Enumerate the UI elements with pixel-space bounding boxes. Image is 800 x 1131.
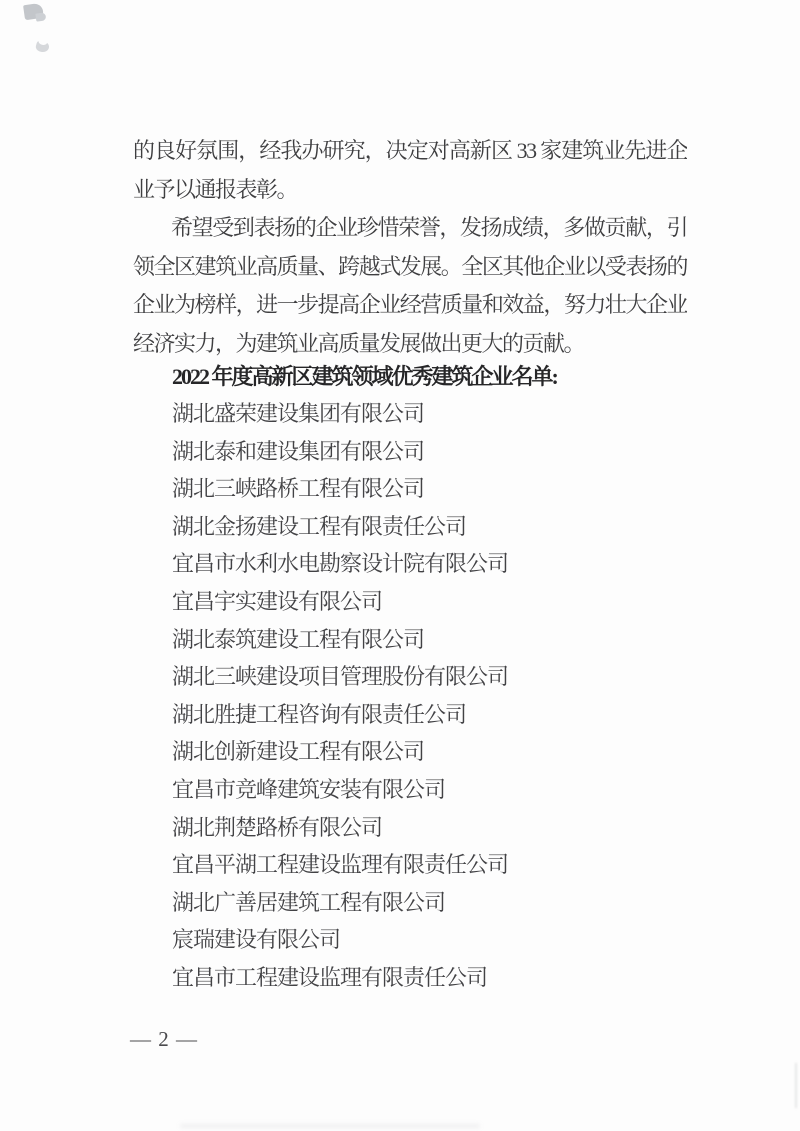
company-list-item: 湖北创新建设工程有限公司 [172,739,425,765]
company-list [172,395,508,997]
company-list-item: 宸瑞建设有限公司 [172,927,341,953]
company-list-item: 宜昌市竞峰建筑安装有限公司 [172,776,446,802]
page-number: — 2 — [130,1027,198,1051]
scan-bleed-through [180,1124,480,1128]
company-list-item: 湖北胜捷工程咨询有限责任公司 [172,701,467,727]
paragraph-line: 希望受到表扬的企业珍惜荣誉，发扬成绩，多做贡献，引 [171,215,687,241]
paragraph-line: 的良好氛围，经我办研究，决定对高新区 33 家建筑业先进企 [133,138,687,163]
company-list-item: 湖北泰筑建设工程有限公司 [172,626,425,652]
company-list-item: 湖北三峡路桥工程有限公司 [172,476,425,502]
company-list-item: 宜昌市工程建设监理有限责任公司 [172,964,488,990]
scan-artifact-top-left [23,3,44,20]
paragraph-line: 经济实力，为建筑业高质量发展做出更大的贡献。 [133,330,585,356]
scan-edge-artifact [795,1063,797,1108]
company-list-item: 湖北荆楚路桥有限公司 [172,814,383,840]
company-list-item: 宜昌市水利水电勘察设计院有限公司 [172,551,509,577]
company-list-item: 湖北三峡建设项目管理股份有限公司 [172,664,509,690]
paragraph-block [133,132,687,364]
company-list-item: 宜昌宇实建设有限公司 [172,588,383,614]
paragraph-line: 业予以通报表彰。 [133,176,298,202]
company-list-item: 湖北广善居建筑工程有限公司 [172,889,446,915]
company-list-heading: 2022 年度高新区建筑领域优秀建筑企业名单: [172,364,557,389]
company-list-item: 湖北盛荣建设集团有限公司 [172,401,425,426]
scan-artifact-small [35,40,50,54]
paragraph-line: 领全区建筑业高质量、跨越式发展。全区其他企业以受表扬的 [133,253,687,279]
company-list-item: 湖北金扬建设工程有限责任公司 [172,513,467,539]
company-list-item: 宜昌平湖工程建设监理有限责任公司 [172,852,509,878]
paragraph-line: 企业为榜样，进一步提高企业经营质量和效益，努力壮大企业 [133,292,687,318]
company-list-item: 湖北泰和建设集团有限公司 [172,438,425,464]
